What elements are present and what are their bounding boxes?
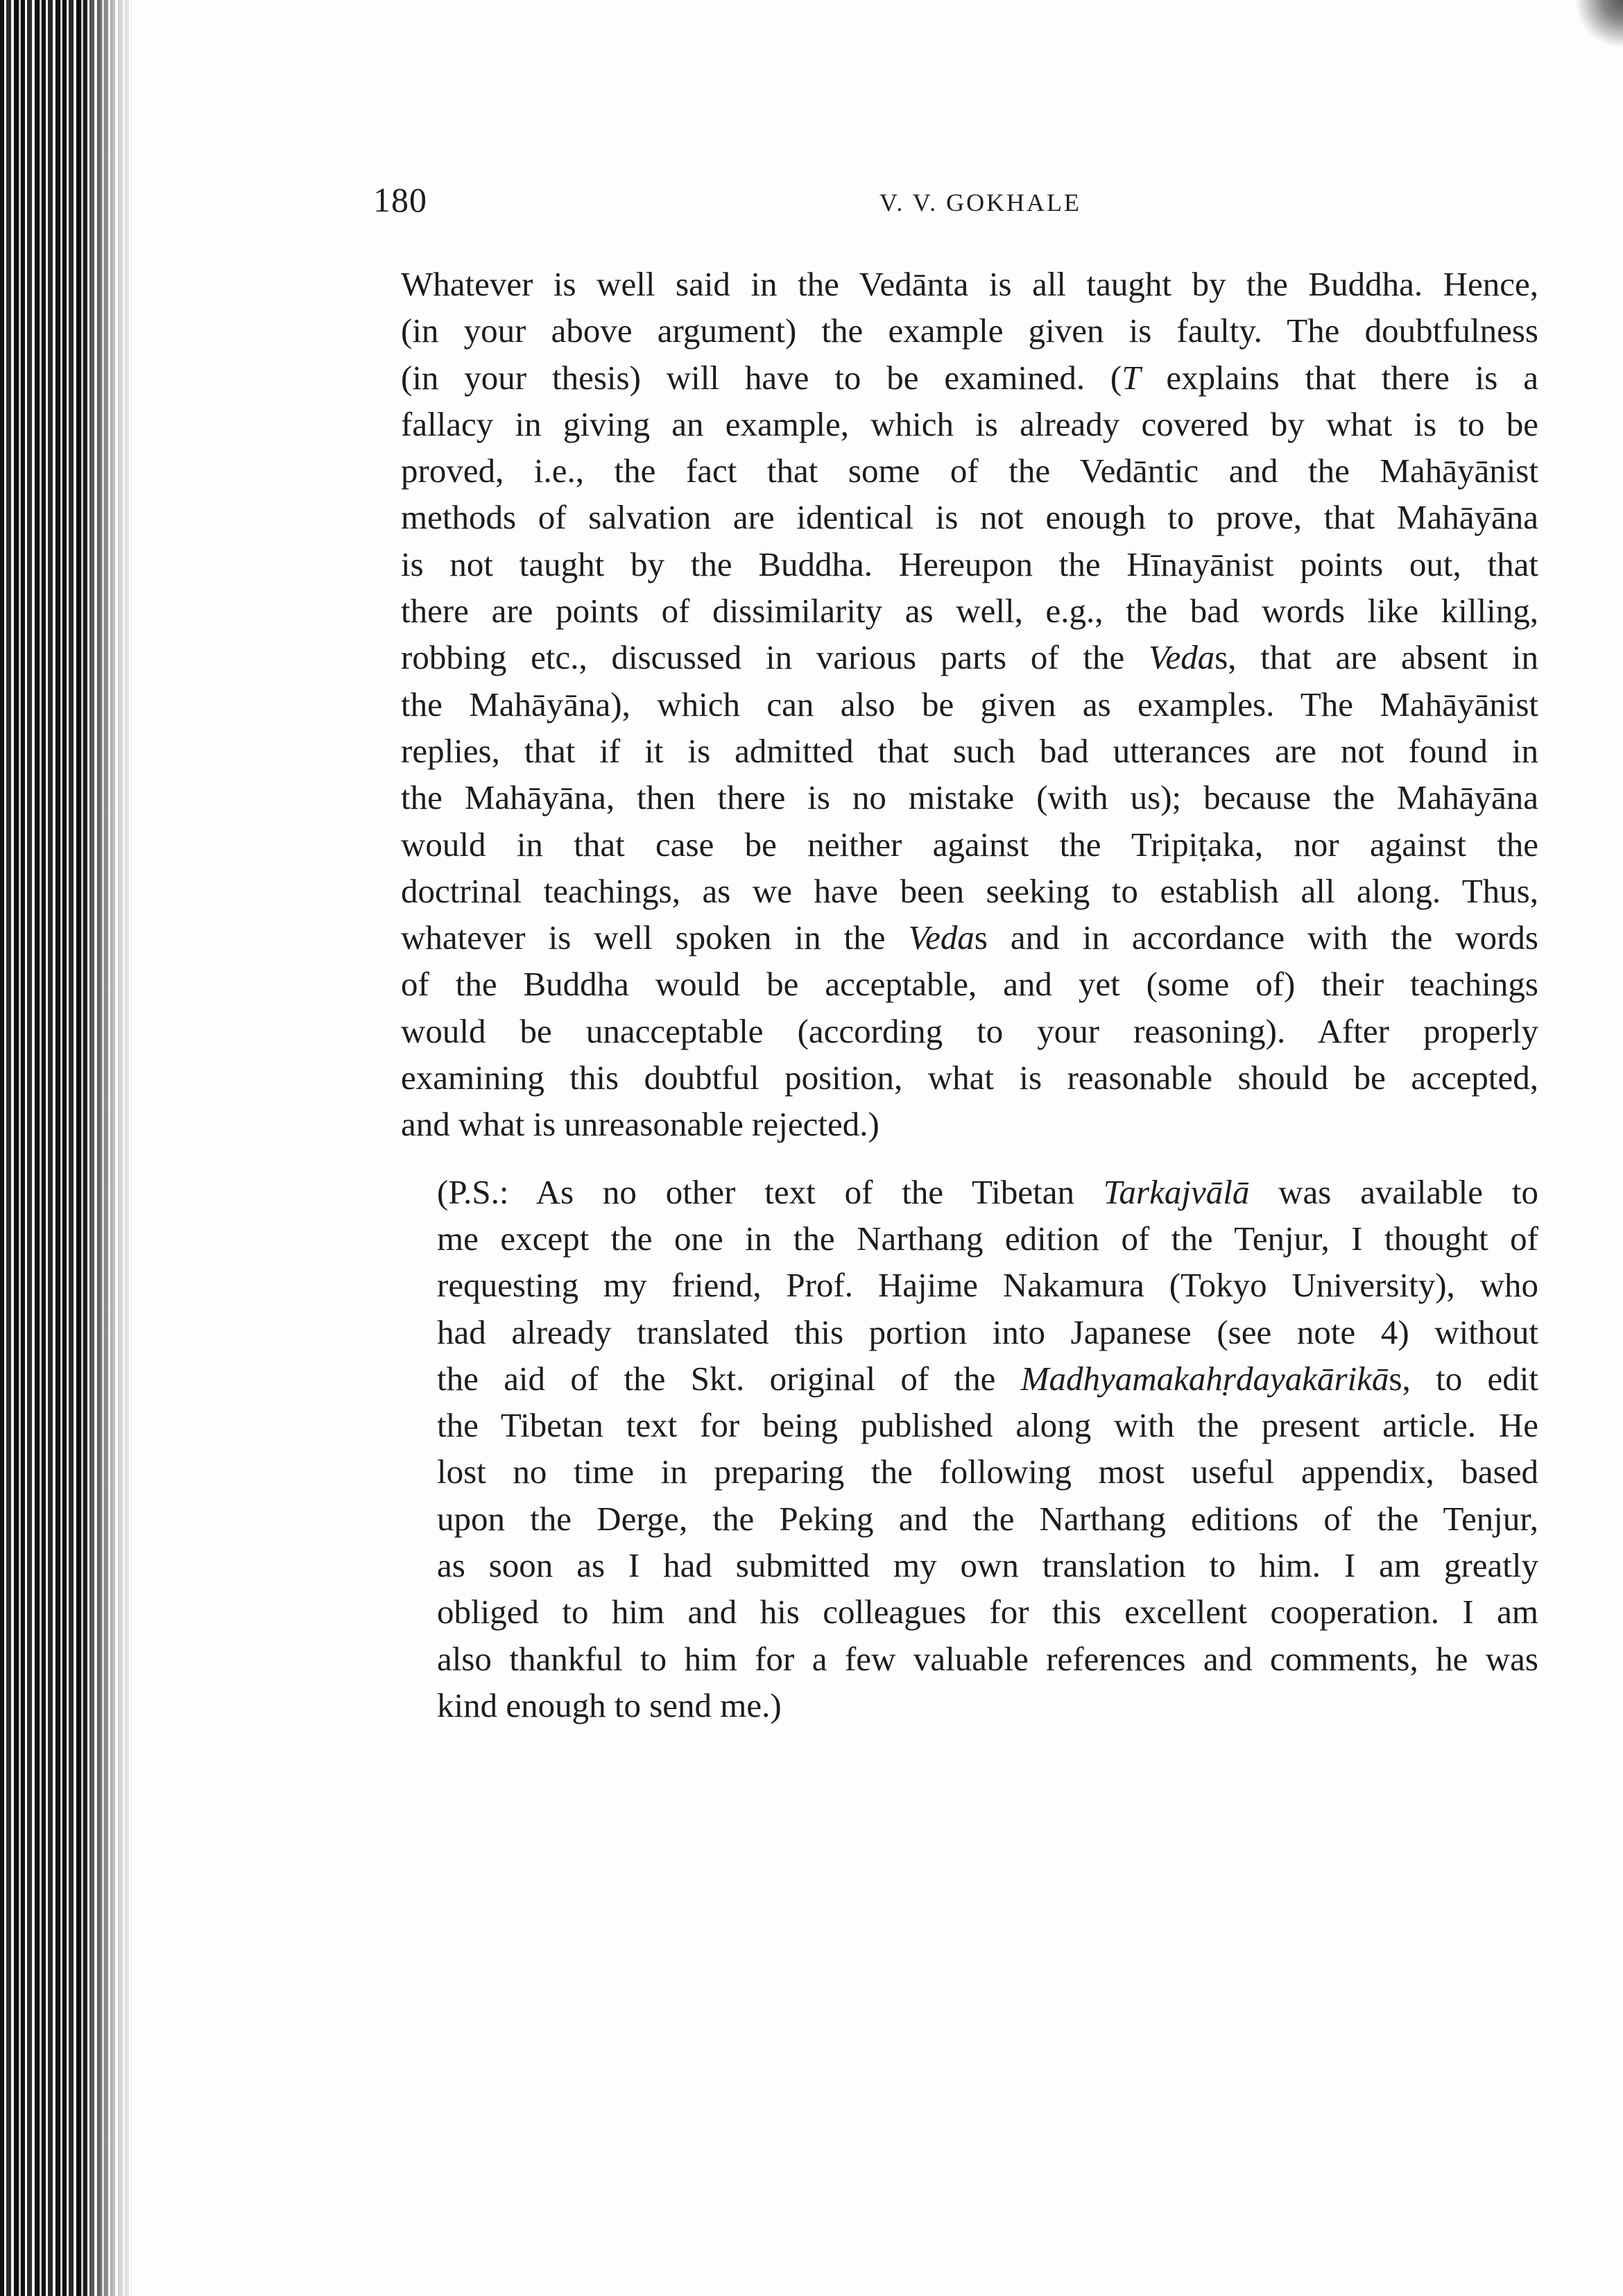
text-run: the aid of the Skt. original of the: [437, 1359, 1021, 1398]
text-line: [401, 1262, 1538, 1308]
text-line: [401, 1309, 1538, 1355]
text-run: of the Buddha would be acceptable, and yet (some of) their teachings: [401, 965, 1538, 1004]
text-run: the Tibetan text for being published along with the present article. He: [437, 1406, 1538, 1445]
text-line: [401, 868, 1538, 914]
text-line: [401, 1682, 1538, 1729]
text-run: would be unacceptable (according to your reasoning). After properly: [401, 1011, 1538, 1050]
text-run: s and in accordance with the words: [974, 918, 1538, 957]
paragraph-main: [401, 261, 1538, 1148]
text-line: [401, 1402, 1538, 1448]
text-run: upon the Derge, the Peking and the Narthang editions of the Tenjur,: [437, 1499, 1538, 1538]
text-line: [401, 1496, 1538, 1542]
text-run: doctrinal teachings, as we have been seeking to establish all along. Thus,: [401, 871, 1538, 910]
paragraph-postscript: [401, 1169, 1538, 1729]
italic-text: Tarkajvālā: [1103, 1172, 1250, 1211]
text-run: was available to: [1249, 1172, 1538, 1211]
italic-text: Veda: [1148, 638, 1215, 677]
text-run: fallacy in giving an example, which is already covered by what is to be: [401, 404, 1538, 443]
text-line: [401, 1101, 1538, 1147]
text-run: explains that there is a: [1140, 358, 1538, 397]
text-run: is not taught by the Buddha. Hereupon the Hīnayānist points out, that: [401, 545, 1538, 583]
text-line: [401, 914, 1538, 961]
text-line: [401, 1169, 1538, 1215]
text-run: there are points of dissimilarity as well, e.g., the bad words like killing,: [401, 592, 1538, 631]
text-run: the Mahāyāna, then there is no mistake (with us); because the Mahāyāna: [401, 778, 1538, 817]
text-line: [401, 1542, 1538, 1588]
text-run: obliged to him and his colleagues for this excellent cooperation. I am: [437, 1593, 1538, 1631]
italic-text: Veda: [908, 918, 974, 957]
scan-corner-mark: [1574, 0, 1623, 49]
text-line: [401, 1448, 1538, 1495]
text-run: also thankful to him for a few valuable references and comments, he was: [437, 1639, 1538, 1678]
text-line: [401, 1008, 1538, 1054]
text-run: would in that case be neither against the Tripiṭaka, nor against the: [401, 825, 1538, 864]
text-line: [401, 961, 1538, 1007]
text-line: [401, 634, 1538, 680]
text-run: s, to edit: [1389, 1359, 1538, 1398]
text-line: [401, 1215, 1538, 1262]
text-line: [401, 307, 1538, 354]
text-run: methods of salvation are identical is not enough to prove, that Mahāyāna: [401, 498, 1538, 537]
text-run: as soon as I had submitted my own translation to him. I am greatly: [437, 1546, 1538, 1585]
text-line: [401, 354, 1538, 401]
text-run: and what is unreasonable rejected.): [401, 1105, 879, 1144]
text-line: [401, 1355, 1538, 1402]
running-head: V. V. GOKHALE: [879, 189, 1082, 216]
text-line: [401, 1054, 1538, 1101]
page-number: 180: [373, 180, 427, 219]
text-line: [401, 447, 1538, 494]
text-line: [401, 588, 1538, 634]
text-line: [401, 681, 1538, 728]
body-text: [401, 261, 1538, 1729]
text-run: replies, that if it is admitted that such bad utterances are not found in: [401, 731, 1538, 770]
text-line: [401, 541, 1538, 588]
text-run: had already translated this portion into Japanese (see note 4) without: [437, 1312, 1538, 1351]
text-run: lost no time in preparing the following most useful appendix, based: [437, 1453, 1538, 1491]
text-run: s, that are absent in: [1214, 638, 1539, 677]
page-header: [373, 179, 1455, 234]
text-line: [401, 401, 1538, 447]
text-line: [401, 774, 1538, 821]
italic-text: T: [1122, 358, 1141, 397]
text-run: requesting my friend, Prof. Hajime Nakamura (Tokyo University), who: [437, 1266, 1538, 1305]
text-run: (in your above argument) the example given is faulty. The doubtfulness: [401, 311, 1538, 350]
text-line: [401, 261, 1538, 307]
text-run: the Mahāyāna), which can also be given as examples. The Mahāyānist: [401, 685, 1538, 723]
text-run: examining this doubtful position, what is reasonable should be accepted,: [401, 1059, 1538, 1097]
text-run: kind enough to send me.): [437, 1686, 782, 1724]
binding-gutter-fade: [83, 0, 146, 2296]
text-run: proved, i.e., the fact that some of the Vedāntic and the Mahāyānist: [401, 452, 1538, 490]
italic-text: Madhyamakahṛdayakārikā: [1020, 1359, 1389, 1398]
text-run: robbing etc., discussed in various parts of the: [401, 638, 1149, 677]
text-line: [401, 1588, 1538, 1635]
text-run: (in your thesis) will have to be examined. (: [401, 358, 1122, 397]
text-line: [401, 494, 1538, 540]
text-line: [401, 821, 1538, 868]
text-run: Whatever is well said in the Vedānta is all taught by the Buddha. Hence,: [401, 265, 1538, 303]
text-line: [401, 1636, 1538, 1682]
text-run: (P.S.: As no other text of the Tibetan: [437, 1172, 1104, 1211]
text-line: [401, 728, 1538, 774]
text-run: me except the one in the Narthang edition of the Tenjur, I thought of: [437, 1219, 1538, 1258]
text-run: whatever is well spoken in the: [401, 918, 909, 957]
